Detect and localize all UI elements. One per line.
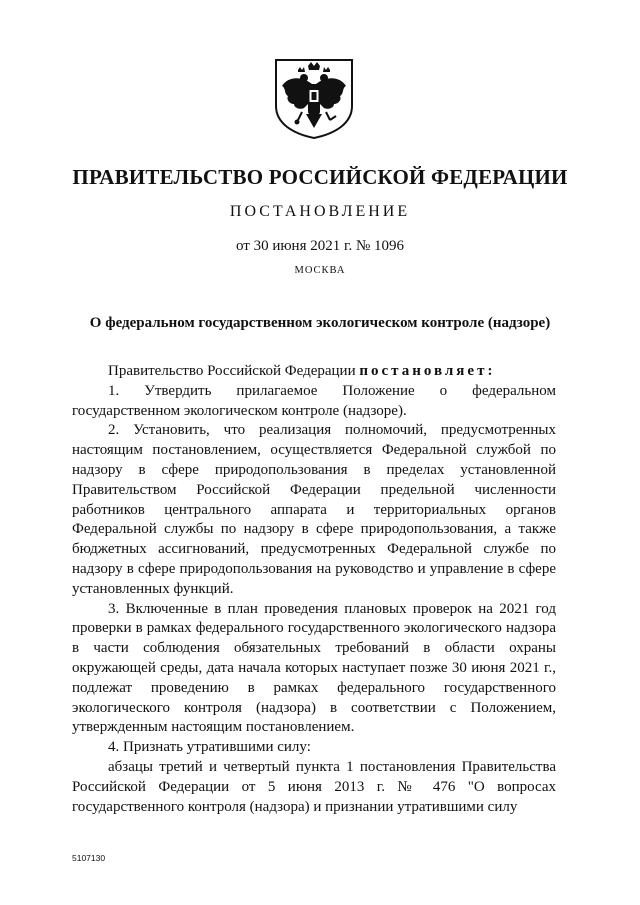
- document-type: ПОСТАНОВЛЕНИЕ: [229, 203, 411, 220]
- document-subject: О федеральном государственном экологическом контроле (надзоре): [89, 315, 551, 331]
- coat-of-arms-emblem: [272, 56, 356, 140]
- paragraph-1: 1. Утвердить прилагаемое Положение о федеральном государственном экологическом контроле (надзоре).: [72, 382, 556, 419]
- paragraph-5: абзацы третий и четвертый пункта 1 постановления Правительства Российской Федерации от 5 июня 2013 г. № 476 "О вопросах государственного контроля (надзора) и признании утратившими силу: [72, 758, 556, 815]
- paragraph-4: 4. Признать утратившими силу:: [108, 739, 311, 756]
- russian-coat-of-arms-icon: [272, 56, 356, 140]
- document-body: [72, 362, 556, 817]
- intro-resolves: постановляет:: [359, 363, 496, 379]
- document-code: 5107130: [72, 853, 106, 863]
- paragraph-2: 2. Установить, что реализация полномочий, предусмотренных настоящим постановлением, осуществляется Федеральной службой по надзору в сфере природопользования в пределах установленной Правительством Российской Федерации предельной численности работников центрального аппарата и территориальных органов Федеральной службы по надзору в сфере природопользования, а также бюджетных ассигнований, предусмотренных Федеральной службе по надзору в сфере природопользования на руководство и управление в сфере установленных функций.: [72, 422, 556, 597]
- intro-prefix: Правительство Российской Федерации: [108, 363, 360, 379]
- intro-paragraph: [72, 362, 556, 382]
- document-city: МОСКВА: [294, 265, 346, 276]
- document-date-number: от 30 июня 2021 г. № 1096: [235, 238, 405, 254]
- government-title: ПРАВИТЕЛЬСТВО РОССИЙСКОЙ ФЕДЕРАЦИИ: [72, 165, 568, 189]
- paragraph-3: 3. Включенные в план проведения плановых проверок на 2021 год проверки в рамках федерального государственного экологического надзора в части соблюдения обязательных требований в области охраны окружающей среды, дата начала которых наступает позже 30 июня 2021 г., подлежат проведению в рамках федерального государственного экологического контроля (надзора) в соответствии с Положением, утвержденным настоящим постановлением.: [72, 600, 556, 736]
